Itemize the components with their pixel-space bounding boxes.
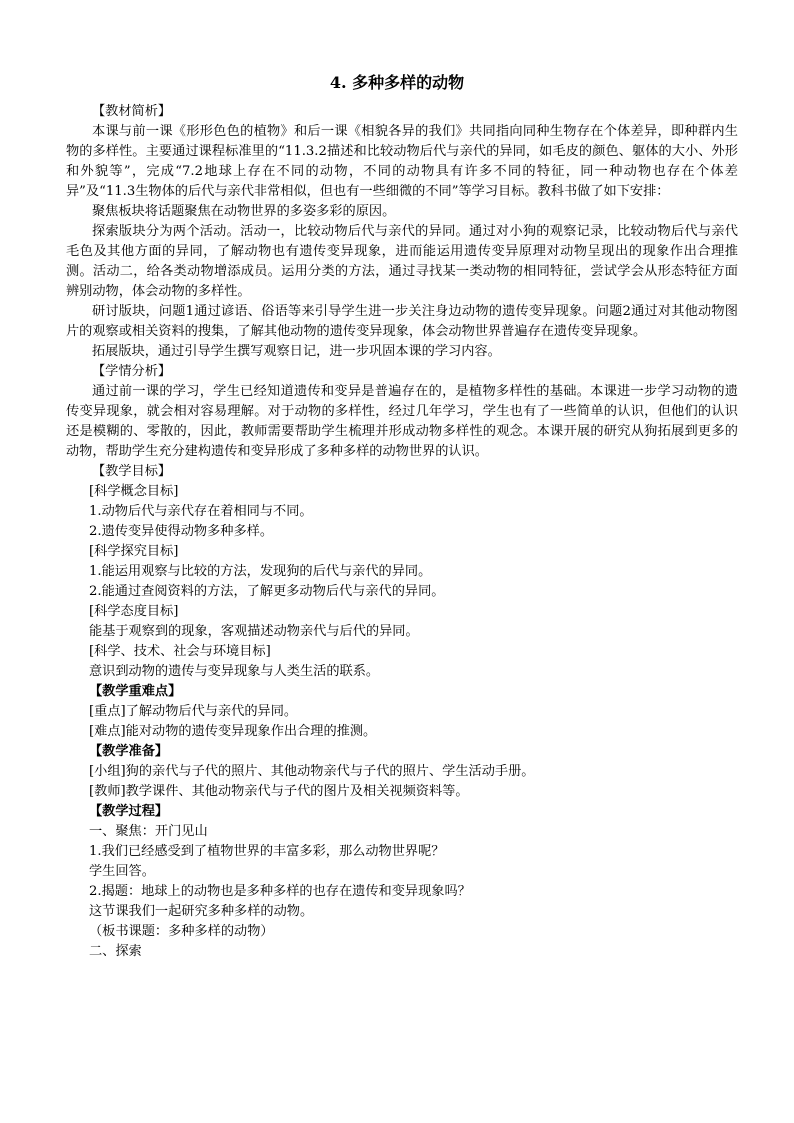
document-body — [66, 102, 738, 962]
goal-category: [科学概念目标] — [89, 484, 179, 499]
section-heading-student-analysis: 【学情分析】 — [92, 364, 172, 379]
process-step: 一、聚焦：开门见山 — [89, 824, 208, 839]
process-item: 这节课我们一起研究多种多样的动物。 — [89, 904, 314, 919]
section-heading-teaching-process: 【教学过程】 — [89, 804, 169, 819]
section-heading-key-points: 【教学重难点】 — [89, 684, 182, 699]
goal-item: 意识到动物的遗传与变异现象与人类生活的联系。 — [89, 664, 380, 679]
paragraph: 拓展版块，通过引导学生撰写观察日记，进一步巩固本课的学习内容。 — [92, 344, 501, 359]
process-item: （板书课题：多种多样的动物） — [89, 924, 274, 939]
page-title: 4. 多种多样的动物 — [329, 73, 465, 92]
goal-item: 1.动物后代与亲代存在着相同与不同。 — [89, 504, 313, 519]
paragraph: 探索版块分为两个活动。活动一，比较动物后代与亲代的异同。通过对小狗的观察记录，比较动物后代与亲代毛色及其他方面的异同，了解动物也有遗传变异现象，进而能运用遗传变异原理对动物呈现出的现象作出合理推测。活动二，给各类动物增添成员。运用分类的方法，通过寻找某一类动物的相同特征，尝试学会从形态特征方面辨别动物，体会动物的多样性。 — [66, 224, 738, 299]
process-item: 1.我们已经感受到了植物世界的丰富多彩，那么动物世界呢？ — [89, 844, 445, 859]
paragraph: 本课与前一课《形形色色的植物》和后一课《相貌各异的我们》共同指向同种生物存在个体差异，即种群内生物的多样性。主要通过课程标准里的“11.3.2描述和比较动物后代与亲代的异同，如毛皮的颜色、躯体的大小、外形和外貌等”，完成“7.2地球上存在不同的动物，不同的动物具有许多不同的特征，同一种动物也存在个体差异”及“11.3生物体的后代与亲代非常相似，但也有一些细微的不同”等学习目标。教科书做了如下安排： — [66, 124, 738, 199]
paragraph: 聚焦板块将话题聚焦在动物世界的多姿多彩的原因。 — [92, 204, 396, 219]
section-heading-teaching-goals: 【教学目标】 — [92, 464, 172, 479]
goal-category: [科学探究目标] — [89, 544, 179, 559]
section-heading-textbook-analysis: 【教材简析】 — [92, 104, 172, 119]
paragraph: 研讨版块，问题1通过谚语、俗语等来引导学生进一步关注身边动物的遗传变异现象。问题2通过对其他动物图片的观察或相关资料的搜集，了解其他动物的遗传变异现象，体会动物世界普遍存在遗传变异现象。 — [66, 304, 738, 339]
goal-category: [科学态度目标] — [89, 604, 179, 619]
preparation-item: [小组]狗的亲代与子代的照片、其他动物亲代与子代的照片、学生活动手册。 — [89, 764, 535, 779]
preparation-item: [教师]教学课件、其他动物亲代与子代的图片及相关视频资料等。 — [89, 784, 469, 799]
goal-item: 2.能通过查阅资料的方法，了解更多动物后代与亲代的异同。 — [89, 584, 445, 599]
process-item: 2.揭题：地球上的动物也是多种多样的也存在遗传和变异现象吗？ — [89, 884, 471, 899]
process-item: 学生回答。 — [89, 864, 155, 879]
section-heading-preparation: 【教学准备】 — [89, 744, 169, 759]
goal-item: 能基于观察到的现象，客观描述动物亲代与后代的异同。 — [89, 624, 419, 639]
key-point-item: [难点]能对动物的遗传变异现象作出合理的推测。 — [89, 724, 377, 739]
process-step: 二、探索 — [89, 944, 142, 959]
goal-category: [科学、技术、社会与环境目标] — [89, 644, 271, 659]
paragraph: 通过前一课的学习，学生已经知道遗传和变异是普遍存在的，是植物多样性的基础。本课进一步学习动物的遗传变异现象，就会相对容易理解。对于动物的多样性，经过几年学习，学生也有了一些简单的认识，但他们的认识还是模糊的、零散的，因此，教师需要帮助学生梳理并形成动物多样性的观念。本课开展的研究从狗拓展到更多的动物，帮助学生充分建构遗传和变异形成了多种多样的动物世界的认识。 — [66, 384, 738, 459]
key-point-item: [重点]了解动物后代与亲代的异同。 — [89, 704, 298, 719]
goal-item: 2.遗传变异使得动物多种多样。 — [89, 524, 274, 539]
goal-item: 1.能运用观察与比较的方法，发现狗的后代与亲代的异同。 — [89, 564, 432, 579]
